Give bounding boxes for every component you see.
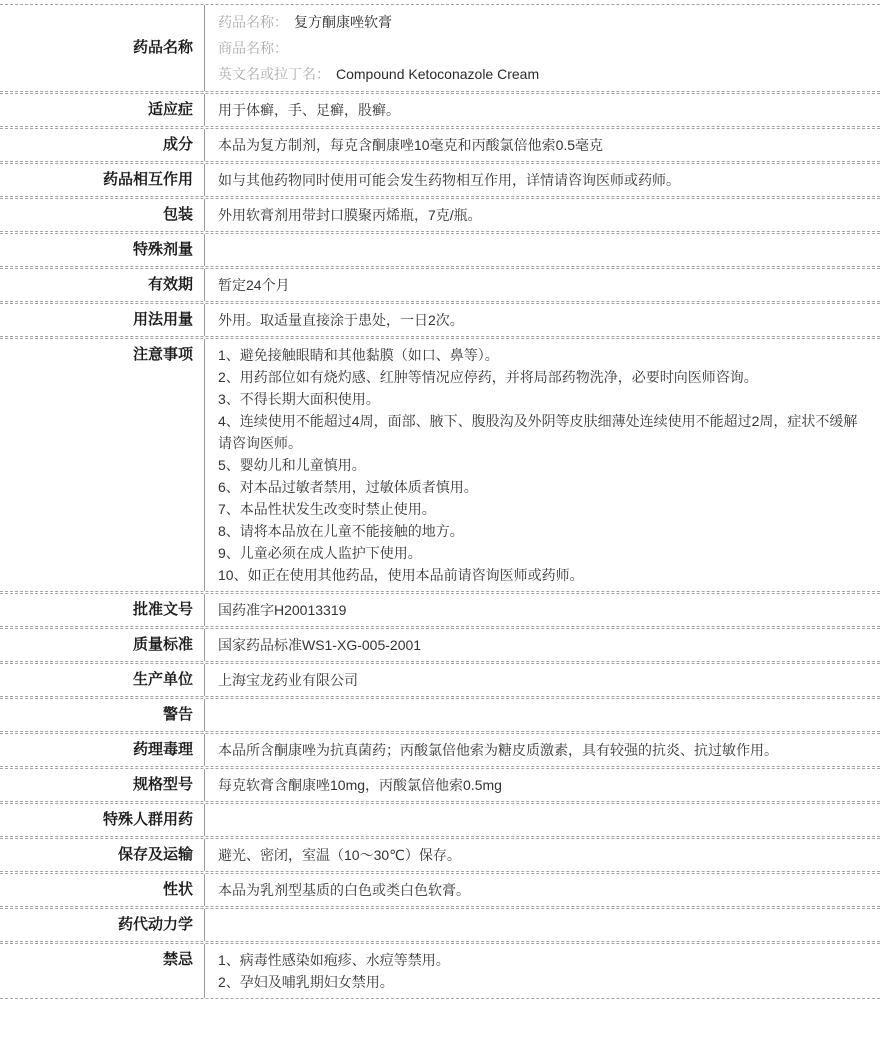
table-row [0, 233, 880, 267]
row-value: 上海宝龙药业有限公司 [218, 672, 358, 688]
row-value: 本品为复方制剂，每克含酮康唑10毫克和丙酸氯倍他索0.5毫克 [218, 137, 604, 153]
table-row [0, 128, 880, 162]
value-line: 1、病毒性感染如疱疹、水痘等禁用。 [218, 952, 450, 968]
table-row [0, 4, 880, 92]
row-label: 有效期 [0, 269, 205, 301]
table-row [0, 593, 880, 627]
drug-info-table [0, 4, 880, 1000]
row-value [205, 944, 880, 998]
value-line: 1、避免接触眼睛和其他黏膜（如口、鼻等）。 [218, 347, 499, 363]
table-row [0, 663, 880, 697]
table-row [0, 768, 880, 802]
row-value: 用于体癣，手、足癣，股癣。 [218, 102, 400, 118]
row-value: 国药准字H20013319 [218, 602, 347, 618]
row-label: 特殊剂量 [0, 234, 205, 266]
table-row [0, 803, 880, 837]
row-value [205, 5, 880, 91]
value-line: 5、婴幼儿和儿童慎用。 [218, 457, 366, 473]
row-label: 注意事项 [0, 339, 205, 591]
row-label: 药代动力学 [0, 909, 205, 941]
table-row [0, 628, 880, 662]
table-row [0, 873, 880, 907]
field-label: 英文名或拉丁名： [218, 66, 330, 82]
row-value: 外用。取适量直接涂于患处，一日2次。 [218, 312, 464, 328]
row-label: 质量标准 [0, 629, 205, 661]
table-row [0, 163, 880, 197]
row-value: 如与其他药物同时使用可能会发生药物相互作用，详情请咨询医师或药师。 [218, 172, 680, 188]
row-label: 禁忌 [0, 944, 205, 998]
row-label: 用法用量 [0, 304, 205, 336]
row-label: 药品名称 [0, 5, 205, 91]
row-label: 适应症 [0, 94, 205, 126]
value-line: 4、连续使用不能超过4周，面部、腋下、腹股沟及外阴等皮肤细薄处连续使用不能超过2周，症状不缓解请咨询医师。 [218, 413, 858, 451]
value-line: 9、儿童必须在成人监护下使用。 [218, 545, 422, 561]
table-row [0, 198, 880, 232]
row-value [205, 909, 880, 941]
table-row [0, 268, 880, 302]
value-line: 10、如正在使用其他药品，使用本品前请咨询医师或药师。 [218, 567, 584, 583]
row-value: 避光、密闭，室温（10～30℃）保存。 [218, 847, 461, 863]
row-label: 警告 [0, 699, 205, 731]
value-line: 6、对本品过敏者禁用，过敏体质者慎用。 [218, 479, 478, 495]
value-line: 8、请将本品放在儿童不能接触的地方。 [218, 523, 464, 539]
row-value: 本品所含酮康唑为抗真菌药；丙酸氯倍他索为糖皮质激素，具有较强的抗炎、抗过敏作用。 [218, 742, 778, 758]
field-label: 药品名称： [218, 14, 288, 30]
field-value: Compound Ketoconazole Cream [336, 66, 540, 82]
row-label: 药理毒理 [0, 734, 205, 766]
field-value: 复方酮康唑软膏 [294, 14, 392, 30]
row-label: 特殊人群用药 [0, 804, 205, 836]
row-value: 本品为乳剂型基质的白色或类白色软膏。 [218, 882, 470, 898]
table-row [0, 93, 880, 127]
row-value [205, 339, 880, 591]
row-label: 性状 [0, 874, 205, 906]
row-value [205, 699, 880, 731]
row-label: 包装 [0, 199, 205, 231]
field-line [218, 61, 866, 87]
table-row [0, 303, 880, 337]
table-row [0, 838, 880, 872]
row-value [205, 804, 880, 836]
table-row [0, 733, 880, 767]
row-label: 规格型号 [0, 769, 205, 801]
row-value: 每克软膏含酮康唑10mg，丙酸氯倍他索0.5mg [218, 777, 502, 793]
field-line [218, 35, 866, 61]
table-row [0, 698, 880, 732]
value-line: 2、用药部位如有烧灼感、红肿等情况应停药，并将局部药物洗净，必要时向医师咨询。 [218, 369, 758, 385]
row-value: 暂定24个月 [218, 277, 290, 293]
table-row [0, 338, 880, 592]
row-value: 国家药品标准WS1-XG-005-2001 [218, 637, 422, 653]
row-label: 药品相互作用 [0, 164, 205, 196]
row-value [205, 234, 880, 266]
row-label: 批准文号 [0, 594, 205, 626]
table-row [0, 943, 880, 999]
value-line: 7、本品性状发生改变时禁止使用。 [218, 501, 436, 517]
row-label: 保存及运输 [0, 839, 205, 871]
row-label: 生产单位 [0, 664, 205, 696]
value-line: 3、不得长期大面积使用。 [218, 391, 380, 407]
field-label: 商品名称： [218, 40, 288, 56]
value-line: 2、孕妇及哺乳期妇女禁用。 [218, 974, 394, 990]
row-label: 成分 [0, 129, 205, 161]
row-value: 外用软膏剂用带封口膜聚丙烯瓶，7克/瓶。 [218, 207, 482, 223]
table-row [0, 908, 880, 942]
field-line [218, 9, 866, 35]
